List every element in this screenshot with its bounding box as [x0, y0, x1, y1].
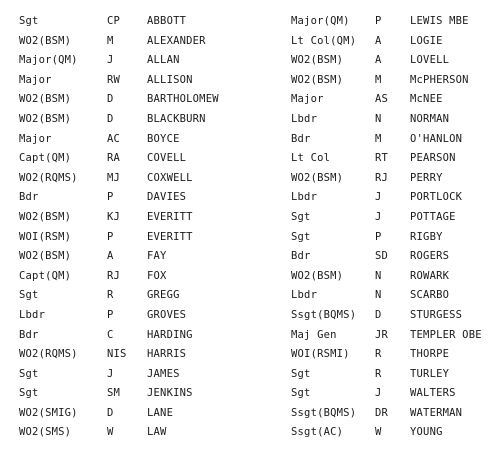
initials: D — [107, 93, 114, 106]
initials: N — [375, 269, 382, 282]
surname: GROVES — [147, 308, 187, 321]
rank: WO2(BSM) — [291, 171, 344, 184]
rank: Sgt — [291, 387, 311, 400]
rank: WO2(BSM) — [19, 93, 72, 106]
initials: P — [107, 230, 114, 243]
rank: Capt(QM) — [19, 269, 72, 282]
surname: EVERITT — [147, 210, 193, 223]
initials: N — [375, 112, 382, 125]
initials: RT — [375, 152, 389, 165]
rank: WOI(RSM) — [19, 230, 72, 243]
surname: HARDING — [147, 328, 193, 341]
rank: Major(QM) — [291, 15, 350, 27]
initials: D — [107, 406, 114, 419]
surname: THORPE — [410, 348, 450, 361]
rank: Lt Col(QM) — [291, 34, 357, 47]
surname: ALLISON — [147, 73, 193, 86]
surname: BARTHOLOMEW — [147, 93, 219, 106]
initials: A — [107, 250, 114, 263]
surname: TURLEY — [410, 367, 450, 380]
surname: POTTAGE — [410, 210, 456, 223]
rank: Major(QM) — [19, 54, 78, 67]
rank: Bdr — [19, 328, 39, 341]
surname: McPHERSON — [410, 73, 469, 86]
surname: JAMES — [147, 367, 180, 380]
initials: R — [107, 289, 114, 302]
surname: PEARSON — [410, 152, 456, 165]
surname: FAY — [147, 250, 167, 263]
rank: Maj Gen — [291, 328, 337, 341]
initials: P — [375, 230, 382, 243]
surname: ROGERS — [410, 250, 450, 263]
initials: JR — [375, 328, 389, 341]
surname: LOVELL — [410, 54, 450, 67]
surname: STURGESS — [410, 308, 463, 321]
rank: Ssgt(AC) — [291, 426, 344, 439]
initials: C — [107, 328, 114, 341]
rank: WO2(BSM) — [19, 34, 72, 47]
rank: Ssgt(BQMS) — [291, 406, 357, 419]
initials: NIS — [107, 348, 127, 361]
surname: ROWARK — [410, 269, 450, 282]
rank: Lbdr — [291, 112, 318, 125]
initials: N — [375, 289, 382, 302]
rank: Bdr — [19, 191, 39, 204]
surname: SCARBO — [410, 289, 450, 302]
initials: J — [107, 367, 114, 380]
surname: TEMPLER OBE — [410, 328, 482, 341]
initials: R — [375, 348, 382, 361]
initials: A — [375, 54, 382, 67]
initials: MJ — [107, 171, 121, 184]
rank: WO2(RQMS) — [19, 348, 78, 361]
surname: YOUNG — [410, 426, 443, 439]
initials: P — [107, 308, 114, 321]
rank: Lbdr — [291, 191, 318, 204]
surname: McNEE — [410, 93, 443, 106]
initials: DR — [375, 406, 389, 419]
initials: RJ — [375, 171, 389, 184]
rank: Sgt — [19, 387, 39, 400]
rank: WO2(BSM) — [291, 54, 344, 67]
rank: WO2(SMIG) — [19, 406, 78, 419]
initials: M — [107, 34, 114, 47]
rank: WO2(SMS) — [19, 426, 72, 439]
rank: WO2(RQMS) — [19, 171, 78, 184]
initials: D — [375, 308, 382, 321]
rank: Sgt — [19, 289, 39, 302]
surname: PERRY — [410, 171, 443, 184]
surname: EVERITT — [147, 230, 193, 243]
surname: FOX — [147, 269, 167, 282]
surname: WATERMAN — [410, 406, 463, 419]
rank: Major — [19, 73, 52, 86]
initials: AS — [375, 93, 389, 106]
rank: Sgt — [19, 15, 39, 27]
rank: WO2(BSM) — [291, 269, 344, 282]
initials: AC — [107, 132, 121, 145]
surname: ALLAN — [147, 54, 180, 67]
initials: CP — [107, 15, 121, 27]
rank: WO2(BSM) — [19, 112, 72, 125]
surname: LANE — [147, 406, 174, 419]
surname: ALEXANDER — [147, 34, 206, 47]
rank: Bdr — [291, 132, 311, 145]
initials: M — [375, 73, 382, 86]
rank: Capt(QM) — [19, 152, 72, 165]
initials: J — [375, 191, 382, 204]
rank: WO2(BSM) — [291, 73, 344, 86]
initials: J — [107, 54, 114, 67]
initials: KJ — [107, 210, 121, 223]
surname: GREGG — [147, 289, 180, 302]
initials: W — [375, 426, 382, 439]
rank: Sgt — [291, 367, 311, 380]
surname: LAW — [147, 426, 167, 439]
surname: JENKINS — [147, 387, 193, 400]
surname: DAVIES — [147, 191, 187, 204]
rank: Major — [19, 132, 52, 145]
surname: PORTLOCK — [410, 191, 463, 204]
surname: COVELL — [147, 152, 187, 165]
surname: COXWELL — [147, 171, 193, 184]
surname: WALTERS — [410, 387, 456, 400]
rank: Bdr — [291, 250, 311, 263]
rank: Lt Col — [291, 152, 331, 165]
surname: BOYCE — [147, 132, 180, 145]
surname: LEWIS MBE — [410, 15, 469, 27]
initials: SM — [107, 387, 121, 400]
rank: Lbdr — [291, 289, 318, 302]
initials: RJ — [107, 269, 121, 282]
surname: BLACKBURN — [147, 112, 206, 125]
rank: WO2(BSM) — [19, 250, 72, 263]
surname: ABBOTT — [147, 15, 187, 27]
surname: RIGBY — [410, 230, 443, 243]
rank: Sgt — [291, 230, 311, 243]
rank: Ssgt(BQMS) — [291, 308, 357, 321]
rank: Lbdr — [19, 308, 46, 321]
surname: O'HANLON — [410, 132, 463, 145]
initials: P — [107, 191, 114, 204]
initials: R — [375, 367, 382, 380]
initials: A — [375, 34, 382, 47]
rank: Sgt — [19, 367, 39, 380]
initials: M — [375, 132, 382, 145]
initials: RA — [107, 152, 121, 165]
initials: D — [107, 112, 114, 125]
rank: Sgt — [291, 210, 311, 223]
surname: NORMAN — [410, 112, 450, 125]
rank: WO2(BSM) — [19, 210, 72, 223]
surname: LOGIE — [410, 34, 443, 47]
initials: W — [107, 426, 114, 439]
initials: J — [375, 210, 382, 223]
surname: HARRIS — [147, 348, 187, 361]
rank: Major — [291, 93, 324, 106]
initials: SD — [375, 250, 389, 263]
initials: J — [375, 387, 382, 400]
initials: P — [375, 15, 382, 27]
initials: RW — [107, 73, 121, 86]
rank: WOI(RSMI) — [291, 348, 350, 361]
